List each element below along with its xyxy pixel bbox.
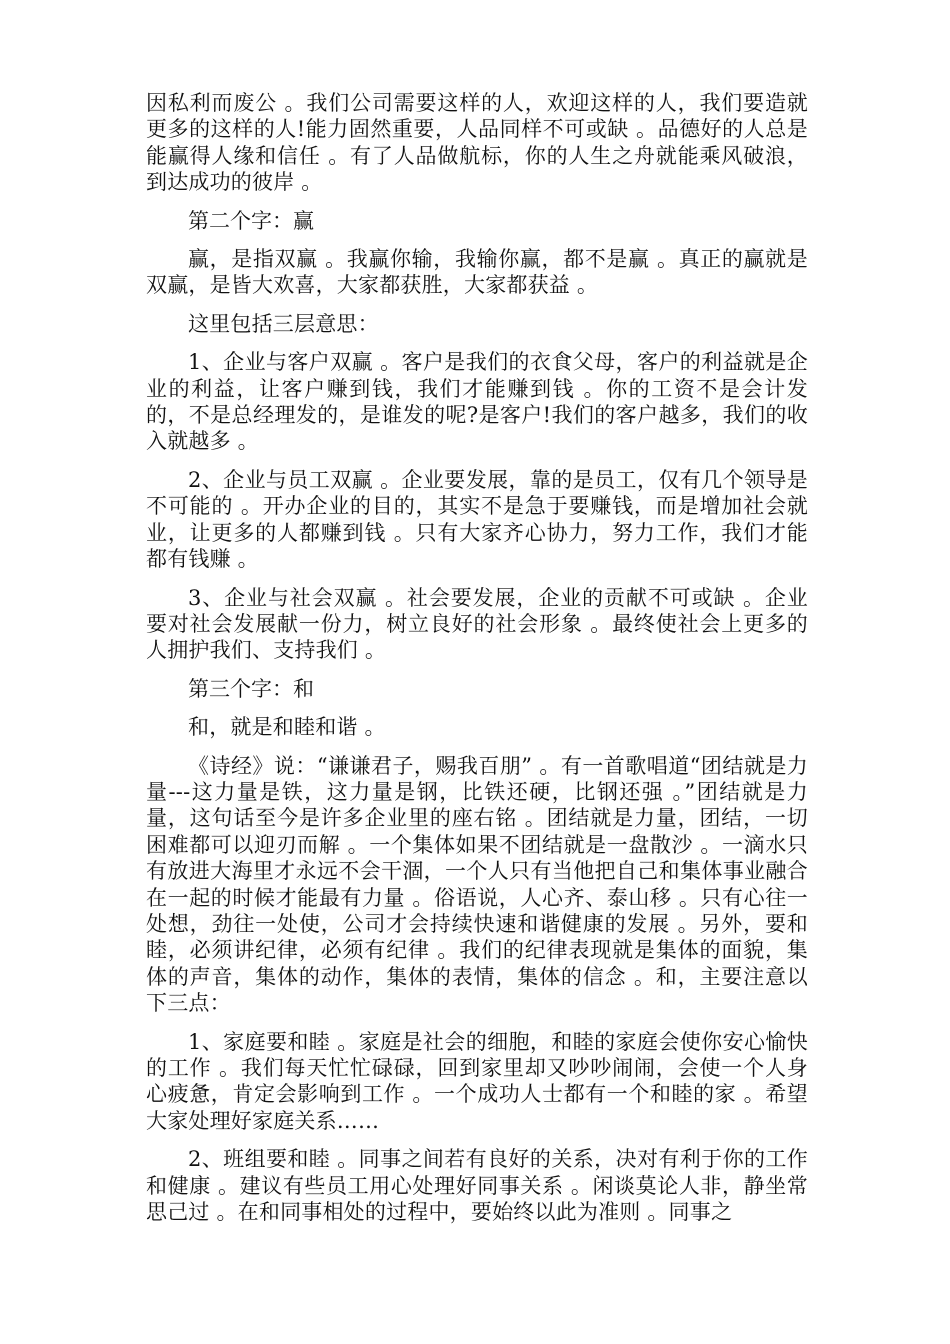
paragraph-team-harmony: 2、班组要和睦 。同事之间若有良好的关系，决对有利于你的工作和健康 。建议有些员工用心处理好同事关系 。闲谈莫论人非，静坐常思己过 。在和同事相处的过程中，要始终以此为准则 。同事之 (146, 1147, 808, 1225)
paragraph-harmony-definition: 和，就是和睦和谐 。 (188, 715, 386, 740)
paragraph-family-harmony: 1、家庭要和睦 。家庭是社会的细胞，和睦的家庭会使你安心愉快的工作 。我们每天忙忙碌碌，回到家里却又吵吵闹闹，会使一个人身心疲惫，肯定会影响到工作 。一个成功人士都有一个和睦的家 。希望大家处理好家庭关系…… (146, 1029, 808, 1133)
section-heading-third-word: 第三个字：和 (188, 676, 314, 701)
document-body (146, 90, 808, 1237)
paragraph-three-meanings: 这里包括三层意思： (188, 311, 379, 336)
paragraph-society-win: 3、企业与社会双赢 。社会要发展，企业的贡献不可或缺 。企业要对社会发展献一份力，树立良好的社会形象 。最终使社会上更多的人拥护我们、支持我们 。 (146, 585, 808, 663)
paragraph-1: 因私利而废公 。我们公司需要这样的人，欢迎这样的人，我们要造就更多的这样的人!能力固然重要，人品同样不可或缺 。品德好的人总是能赢得人缘和信任 。有了人品做航标，你的人生之舟就能乘风破浪，到达成功的彼岸 。 (146, 91, 808, 195)
paragraph-win-definition: 赢，是指双赢 。我赢你输，我输你赢，都不是赢 。真正的赢就是双赢，是皆大欢喜，大家都获胜，大家都获益 。 (146, 247, 808, 298)
section-heading-second-word: 第二个字：赢 (188, 208, 314, 233)
paragraph-unity: 《诗经》说：“谦谦君子，赐我百朋” 。有一首歌唱道“团结就是力量---这力量是铁，这力量是钢，比铁还硬，比钢还强 。”团结就是力量，这句话至今是许多企业里的座右铭 。团结就是力量，团结，一切困难都可以迎刃而解 。一个集体如果不团结就是一盘散沙 。一滴水只有放进大海里才永远不会干涸，一个人只有当他把自己和集体事业融合在一起的时候才能最有力量 。俗语说，人心齐、泰山移 。只有心往一处想，劲往一处使，公司才会持续快速和谐健康的发展 。另外，要和睦，必须讲纪律，必须有纪律 。我们的纪律表现就是集体的面貌，集体的声音，集体的动作，集体的表情，集体的信念 。和，主要注意以下三点： (146, 753, 808, 1016)
paragraph-employee-win: 2、企业与员工双赢 。企业要发展，靠的是员工，仅有几个领导是不可能的 。开办企业的目的，其实不是急于要赚钱，而是增加社会就业，让更多的人都赚到钱 。只有大家齐心协力，努力工作，我们才能都有钱赚 。 (146, 467, 808, 572)
paragraph-customer-win: 1、企业与客户双赢 。客户是我们的衣食父母，客户的利益就是企业的利益，让客户赚到钱，我们才能赚到钱 。你的工资不是会计发的，不是总经理发的，是谁发的呢?是客户!我们的客户越多，我们的收入就越多 。 (146, 350, 808, 454)
